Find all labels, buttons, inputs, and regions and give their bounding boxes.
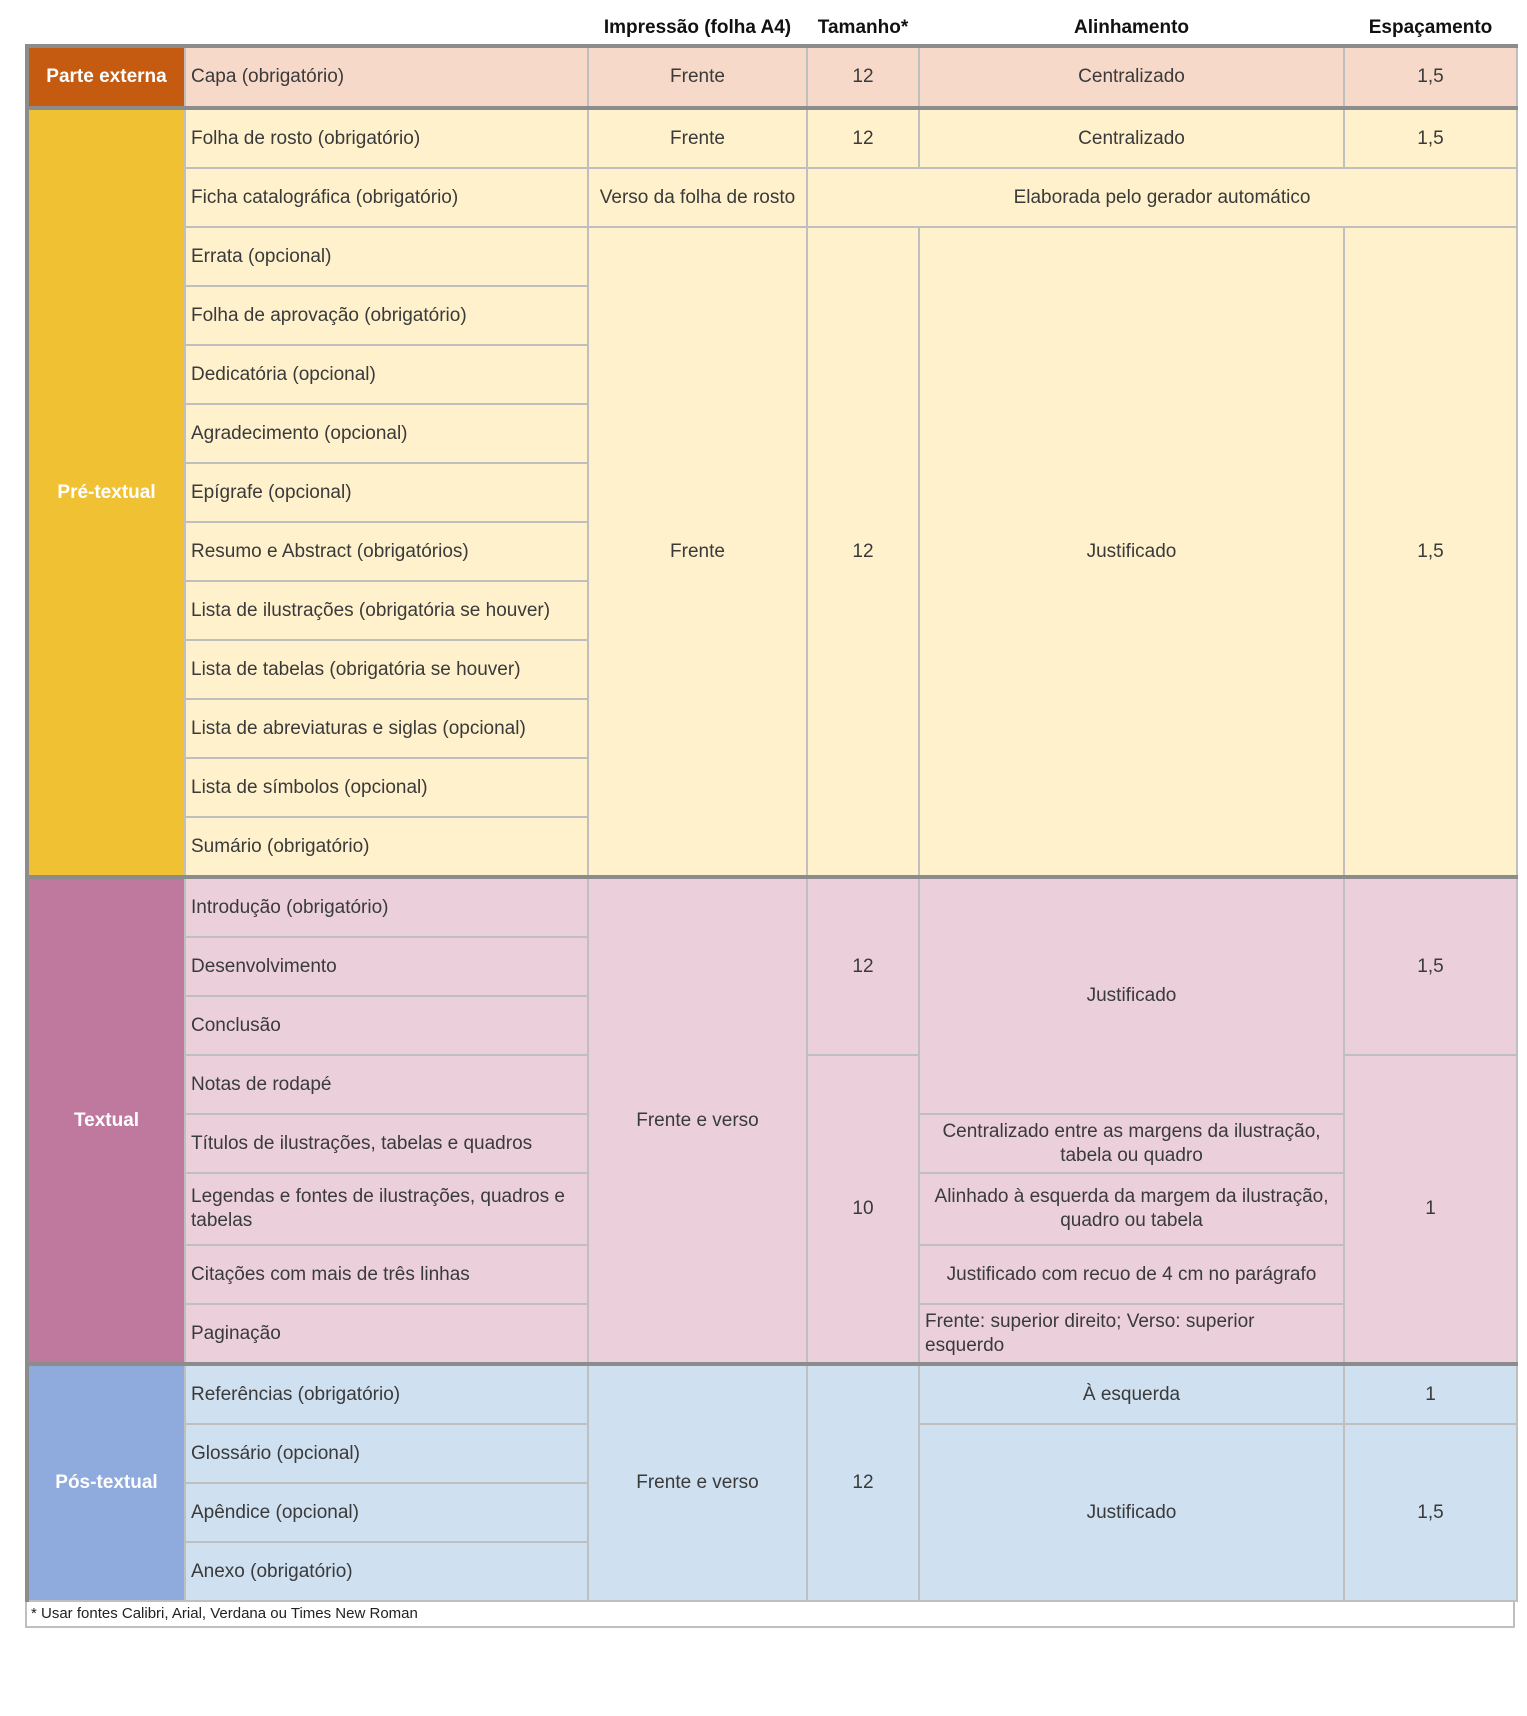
item-textual: Desenvolvimento bbox=[185, 937, 588, 996]
header-section bbox=[27, 0, 185, 46]
alinhamento-referencias: À esquerda bbox=[919, 1364, 1344, 1424]
item-textual: Notas de rodapé bbox=[185, 1055, 588, 1114]
item-pretextual: Sumário (obrigatório) bbox=[185, 817, 588, 877]
item-pretextual: Agradecimento (opcional) bbox=[185, 404, 588, 463]
item-folha-rosto: Folha de rosto (obrigatório) bbox=[185, 108, 588, 168]
header-row bbox=[27, 0, 1517, 46]
espacamento-rosto: 1,5 bbox=[1344, 108, 1517, 168]
section-label-postextual: Pós-textual bbox=[27, 1364, 185, 1601]
espacamento-postextual: 1,5 bbox=[1344, 1424, 1517, 1601]
alinhamento-pretextual: Justificado bbox=[919, 227, 1344, 877]
item-pretextual: Epígrafe (opcional) bbox=[185, 463, 588, 522]
item-pretextual: Folha de aprovação (obrigatório) bbox=[185, 286, 588, 345]
section-label-pretextual: Pré-textual bbox=[27, 108, 185, 877]
alinhamento-paginacao: Frente: superior direito; Verso: superior esquerdo bbox=[919, 1304, 1344, 1364]
section-label-textual: Textual bbox=[27, 877, 185, 1364]
item-textual: Citações com mais de três linhas bbox=[185, 1245, 588, 1304]
espacamento-capa: 1,5 bbox=[1344, 46, 1517, 108]
impressao-capa: Frente bbox=[588, 46, 807, 108]
item-textual: Conclusão bbox=[185, 996, 588, 1055]
ficha-info: Elaborada pelo gerador automático bbox=[807, 168, 1517, 227]
item-pretextual: Lista de tabelas (obrigatória se houver) bbox=[185, 640, 588, 699]
item-postextual: Referências (obrigatório) bbox=[185, 1364, 588, 1424]
tamanho-textual-a: 12 bbox=[807, 877, 919, 1055]
impressao-pretextual: Frente bbox=[588, 227, 807, 877]
table-row bbox=[27, 227, 1517, 286]
tamanho-textual-b: 10 bbox=[807, 1055, 919, 1364]
tamanho-rosto: 12 bbox=[807, 108, 919, 168]
espacamento-textual-a: 1,5 bbox=[1344, 877, 1517, 1055]
item-pretextual: Dedicatória (opcional) bbox=[185, 345, 588, 404]
item-pretextual: Lista de ilustrações (obrigatória se houver) bbox=[185, 581, 588, 640]
alinhamento-citacoes: Justificado com recuo de 4 cm no parágrafo bbox=[919, 1245, 1344, 1304]
espacamento-referencias: 1 bbox=[1344, 1364, 1517, 1424]
item-pretextual: Lista de abreviaturas e siglas (opcional) bbox=[185, 699, 588, 758]
footnote: * Usar fontes Calibri, Arial, Verdana ou Times New Roman bbox=[25, 1602, 1515, 1628]
header-impressao: Impressão (folha A4) bbox=[588, 0, 807, 46]
impressao-postextual: Frente e verso bbox=[588, 1364, 807, 1601]
item-postextual: Glossário (opcional) bbox=[185, 1424, 588, 1483]
table-row bbox=[27, 1364, 1517, 1424]
impressao-ficha: Verso da folha de rosto bbox=[588, 168, 807, 227]
espacamento-textual-b: 1 bbox=[1344, 1055, 1517, 1364]
item-capa: Capa (obrigatório) bbox=[185, 46, 588, 108]
tamanho-capa: 12 bbox=[807, 46, 919, 108]
tamanho-pretextual: 12 bbox=[807, 227, 919, 877]
alinhamento-textual-just: Justificado bbox=[919, 877, 1344, 1114]
espacamento-pretextual: 1,5 bbox=[1344, 227, 1517, 877]
item-ficha: Ficha catalográfica (obrigatório) bbox=[185, 168, 588, 227]
format-table-container bbox=[25, 0, 1515, 1628]
item-pretextual: Errata (opcional) bbox=[185, 227, 588, 286]
alinhamento-legendas: Alinhado à esquerda da margem da ilustração, quadro ou tabela bbox=[919, 1173, 1344, 1245]
tamanho-postextual: 12 bbox=[807, 1364, 919, 1601]
alinhamento-postextual: Justificado bbox=[919, 1424, 1344, 1601]
impressao-textual: Frente e verso bbox=[588, 877, 807, 1364]
alinhamento-titulos: Centralizado entre as margens da ilustração, tabela ou quadro bbox=[919, 1114, 1344, 1173]
impressao-rosto: Frente bbox=[588, 108, 807, 168]
alinhamento-capa: Centralizado bbox=[919, 46, 1344, 108]
item-pretextual: Resumo e Abstract (obrigatórios) bbox=[185, 522, 588, 581]
item-textual: Títulos de ilustrações, tabelas e quadros bbox=[185, 1114, 588, 1173]
table-row bbox=[27, 168, 1517, 227]
item-pretextual: Lista de símbolos (opcional) bbox=[185, 758, 588, 817]
header-espacamento: Espaçamento bbox=[1344, 0, 1517, 46]
item-textual: Paginação bbox=[185, 1304, 588, 1364]
item-textual: Introdução (obrigatório) bbox=[185, 877, 588, 937]
item-postextual: Apêndice (opcional) bbox=[185, 1483, 588, 1542]
header-item bbox=[185, 0, 588, 46]
item-postextual: Anexo (obrigatório) bbox=[185, 1542, 588, 1601]
header-tamanho: Tamanho* bbox=[807, 0, 919, 46]
header-alinhamento: Alinhamento bbox=[919, 0, 1344, 46]
table-row bbox=[27, 108, 1517, 168]
alinhamento-rosto: Centralizado bbox=[919, 108, 1344, 168]
table-row bbox=[27, 877, 1517, 937]
section-label-externa: Parte externa bbox=[27, 46, 185, 108]
table-row bbox=[27, 46, 1517, 108]
format-table bbox=[25, 0, 1518, 1602]
item-textual: Legendas e fontes de ilustrações, quadros e tabelas bbox=[185, 1173, 588, 1245]
